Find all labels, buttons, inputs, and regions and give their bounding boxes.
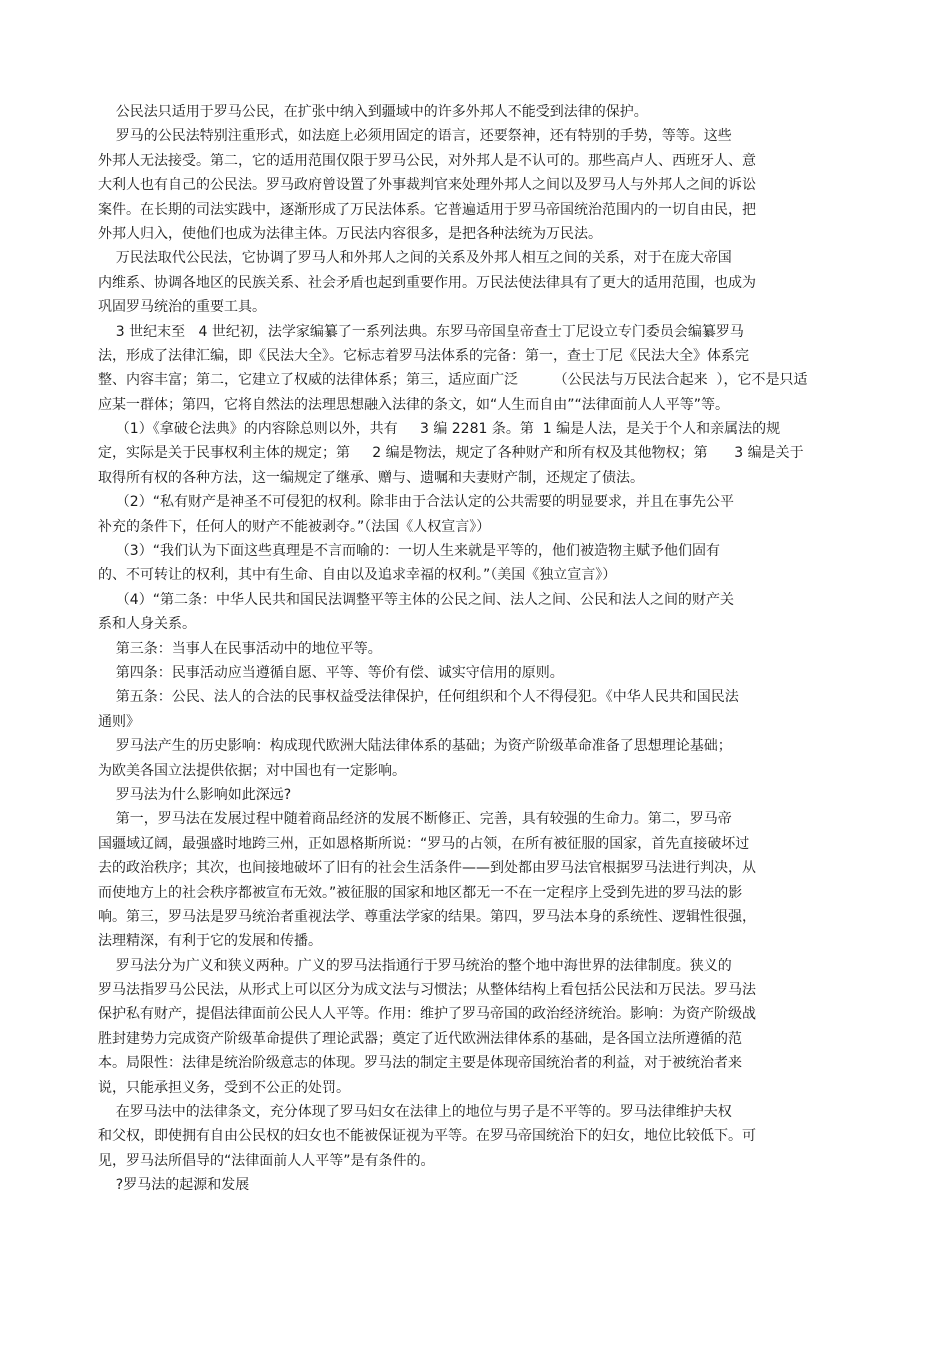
text-line: 系和人身关系。 [98,616,196,633]
text-line: （4）“第二条：中华人民共和国民法调整平等主体的公民之间、法人之间、公民和法人之间的财产关 [98,591,734,608]
text-line: 定，实际是关于民事权利主体的规定；第 2 编是物法，规定了各种财产和所有权及其他物权；第 3 编是关于 [98,445,804,462]
text-line: 国疆域辽阔，最强盛时地跨三州，正如恩格斯所说：“罗马的占领，在所有被征服的国家，首先直接破坏过 [98,835,750,852]
text-line: （2）“私有财产是神圣不可侵犯的权利。除非由于合法认定的公共需要的明显要求，并且在事先公平 [98,494,734,511]
text-line: 内维系、协调各地区的民族关系、社会矛盾也起到重要作用。万民法使法律具有了更大的适用范围，也成为 [98,274,756,291]
text-line: 胜封建势力完成资产阶级革命提供了理论武器；奠定了近代欧洲法律体系的基础，是各国立法所遵循的范 [98,1030,742,1047]
text-line: 法，形成了法律汇编，即《民法大全》。它标志着罗马法体系的完备：第一，查士丁尼《民法大全》体系完 [98,347,749,364]
text-line: 案件。在长期的司法实践中，逐渐形成了万民法体系。它普遍适用于罗马帝国统治范围内的一切自由民，把 [98,201,756,218]
text-line: 整、内容丰富；第二，它建立了权威的法律体系；第三，适应面广泛 （公民法与万民法合起来 ），它不是只适 [98,372,808,389]
text-line: 第一，罗马法在发展过程中随着商品经济的发展不断修正、完善，具有较强的生命力。第二，罗马帝 [98,811,732,828]
text-line: （3）“我们认为下面这些真理是不言而喻的：一切人生来就是平等的，他们被造物主赋予他们固有 [98,543,720,560]
text-line: 和父权，即使拥有自由公民权的妇女也不能被保证视为平等。在罗马帝国统治下的妇女，地位比较低下。可 [98,1128,756,1145]
text-line: 罗马法为什么影响如此深远? [98,786,292,803]
text-line: 罗马法指罗马公民法，从形式上可以区分为成文法与习惯法；从整体结构上看包括公民法和万民法。罗马法 [98,982,756,999]
text-line: 响。第三，罗马法是罗马统治者重视法学、尊重法学家的结果。第四，罗马法本身的系统性、逻辑性很强， [98,908,756,925]
text-line: 见，罗马法所倡导的“法律面前人人平等”是有条件的。 [98,1152,435,1169]
text-line: 而使地方上的社会秩序都被宣布无效。”被征服的国家和地区都无一不在一定程序上受到先进的罗马法的影 [98,884,743,901]
text-line: 通则》 [98,713,140,730]
text-line: 说，只能承担义务，受到不公正的处罚。 [98,1079,350,1096]
text-line: 第三条：当事人在民事活动中的地位平等。 [98,640,382,657]
text-line: 罗马的公民法特别注重形式，如法庭上必须用固定的语言，还要祭神，还有特别的手势，等等。这些 [98,128,732,145]
text-line: 法理精深，有利于它的发展和传播。 [98,933,322,950]
text-line: 巩固罗马统治的重要工具。 [98,299,266,316]
text-line: 大利人也有自己的公民法。罗马政府曾设置了外事裁判官来处理外邦人之间以及罗马人与外邦人之间的诉讼 [98,177,756,194]
text-line: 的、不可转让的权利，其中有生命、自由以及追求幸福的权利。”（美国《独立宣言》） [98,567,617,584]
text-line: 罗马法分为广义和狭义两种。广义的罗马法指通行于罗马统治的整个地中海世界的法律制度。狭义的 [98,957,732,974]
text-line: 万民法取代公民法，它协调了罗马人和外邦人之间的关系及外邦人相互之间的关系，对于在庞大帝国 [98,250,732,267]
text-line: 为欧美各国立法提供依据；对中国也有一定影响。 [98,762,406,779]
text-line: 应某一群体；第四，它将自然法的法理思想融入法律的条文，如“人生而自由”“法律面前人人平等”等。 [98,396,730,413]
text-line: 外邦人无法接受。第二，它的适用范围仅限于罗马公民，对外邦人是不认可的。那些高卢人、西班牙人、意 [98,152,756,169]
text-line: 取得所有权的各种方法，这一编规定了继承、赠与、遗嘱和夫妻财产制，还规定了债法。 [98,469,644,486]
text-line: 去的政治秩序；其次，也间接地破坏了旧有的社会生活条件——到处都由罗马法官根据罗马法进行判决，从 [98,860,756,877]
document-body [98,100,858,1198]
text-line: 保护私有财产，提倡法律面前公民人人平等。作用：维护了罗马帝国的政治经济统治。影响：为资产阶级战 [98,1006,756,1023]
text-line: 第五条：公民、法人的合法的民事权益受法律保护，任何组织和个人不得侵犯。《中华人民共和国民法 [98,689,739,706]
text-line: 在罗马法中的法律条文，充分体现了罗马妇女在法律上的地位与男子是不平等的。罗马法律维护夫权 [98,1104,732,1121]
text-line: 3 世纪末至 4 世纪初，法学家编纂了一系列法典。东罗马帝国皇帝查士丁尼设立专门委员会编纂罗马 [98,323,744,340]
text-line: 补充的条件下，任何人的财产不能被剥夺。”（法国《人权宣言》） [98,518,491,535]
text-line: （1）《拿破仑法典》的内容除总则以外，共有 3 编 2281 条。第 1 编是人法，是关于个人和亲属法的规 [98,421,781,438]
text-line: 外邦人归入，使他们也成为法律主体。万民法内容很多，是把各种法统为万民法。 [98,225,602,242]
text-line: 罗马法产生的历史影响：构成现代欧洲大陆法律体系的基础；为资产阶级革命准备了思想理论基础； [98,738,732,755]
text-line: ?罗马法的起源和发展 [98,1177,250,1194]
text-line: 第四条：民事活动应当遵循自愿、平等、等价有偿、诚实守信用的原则。 [98,664,564,681]
text-line: 公民法只适用于罗马公民，在扩张中纳入到疆域中的许多外邦人不能受到法律的保护。 [98,104,648,120]
text-line: 本。局限性：法律是统治阶级意志的体现。罗马法的制定主要是体现帝国统治者的利益，对于被统治者来 [98,1055,742,1072]
